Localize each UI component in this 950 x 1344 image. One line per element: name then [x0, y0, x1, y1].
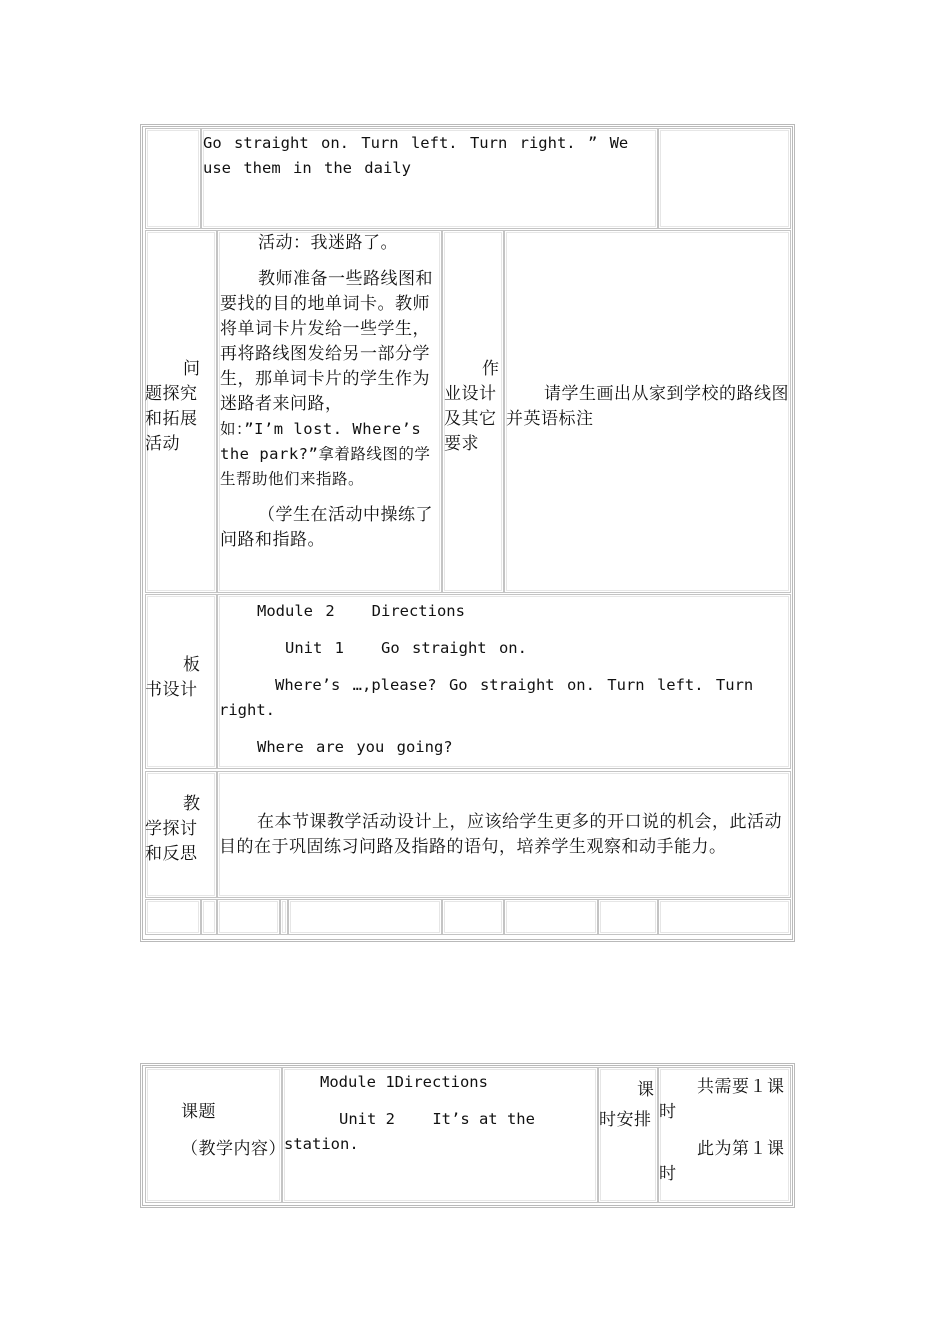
empty-cell	[598, 899, 658, 935]
empty-cell	[288, 899, 442, 935]
board-label-text: 板书设计	[145, 655, 201, 700]
topic-content	[284, 1070, 574, 1157]
current-hour-text: 此为第１课时	[659, 1139, 785, 1184]
row-top-text: Go straight on. Turn left. Turn right. ” We use them in the daily	[203, 134, 629, 177]
activity-label	[145, 357, 211, 457]
reflection-content	[219, 810, 793, 860]
board-line-4: Where are you going?	[257, 738, 453, 756]
empty-cell	[658, 899, 791, 935]
activity-content	[220, 231, 442, 553]
empty-cell	[504, 899, 598, 935]
schedule-values	[659, 1075, 792, 1187]
homework-label-text: 作业设计及其它要求	[444, 359, 500, 454]
empty-cell	[201, 899, 217, 935]
board-line-2: Unit 1 Go straight on.	[285, 639, 527, 657]
topic-line-1: Module 1Directions	[320, 1073, 488, 1091]
schedule-label-text: 课时安排	[599, 1080, 655, 1130]
topic-line-2: Unit 2 It’s at the station.	[284, 1110, 545, 1153]
schedule-label	[599, 1075, 657, 1135]
empty-cell	[217, 899, 280, 935]
row-top-label-cell	[145, 128, 201, 229]
activity-label-text: 问题探究和拓展活动	[145, 359, 201, 454]
reflection-label-text: 教学探讨和反思	[145, 794, 201, 864]
activity-body-en: 如：”I’m lost. Where’s the park?”拿着路线图的学生帮助他们来指路。	[220, 420, 431, 488]
reflection-label	[145, 792, 211, 867]
activity-body-cn: 教师准备一些路线图和要找的目的地单词卡。教师将单词卡片发给一些学生，再将路线图发给另一部分学生，那单词卡片的学生作为迷路者来问路，	[220, 269, 433, 414]
topic-label-line-2: （教学内容）	[181, 1139, 286, 1159]
board-content	[219, 599, 779, 760]
board-line-3: Where’s …,please? Go straight on. Turn left. Turn right.	[219, 676, 754, 719]
homework-content	[506, 382, 792, 432]
topic-label	[147, 1100, 286, 1162]
homework-label	[444, 357, 502, 457]
activity-title: 活动：我迷路了。	[258, 233, 398, 253]
reflection-text: 在本节课教学活动设计上，应该给学生更多的开口说的机会，此活动目的在于巩固练习问路及指路的语句，培养学生观察和动手能力。	[219, 812, 782, 857]
empty-cell	[442, 899, 504, 935]
board-line-1: Module 2 Directions	[257, 602, 465, 620]
empty-cell	[280, 899, 288, 935]
topic-label-line-1: 课题	[181, 1102, 216, 1122]
activity-note: （学生在活动中操练了问路和指路。	[220, 505, 433, 550]
empty-cell	[145, 899, 201, 935]
total-hours-text: 共需要１课时	[659, 1077, 785, 1122]
homework-text: 请学生画出从家到学校的路线图并英语标注	[506, 384, 789, 429]
board-label	[145, 653, 211, 703]
row-top-right-cell	[658, 128, 791, 229]
